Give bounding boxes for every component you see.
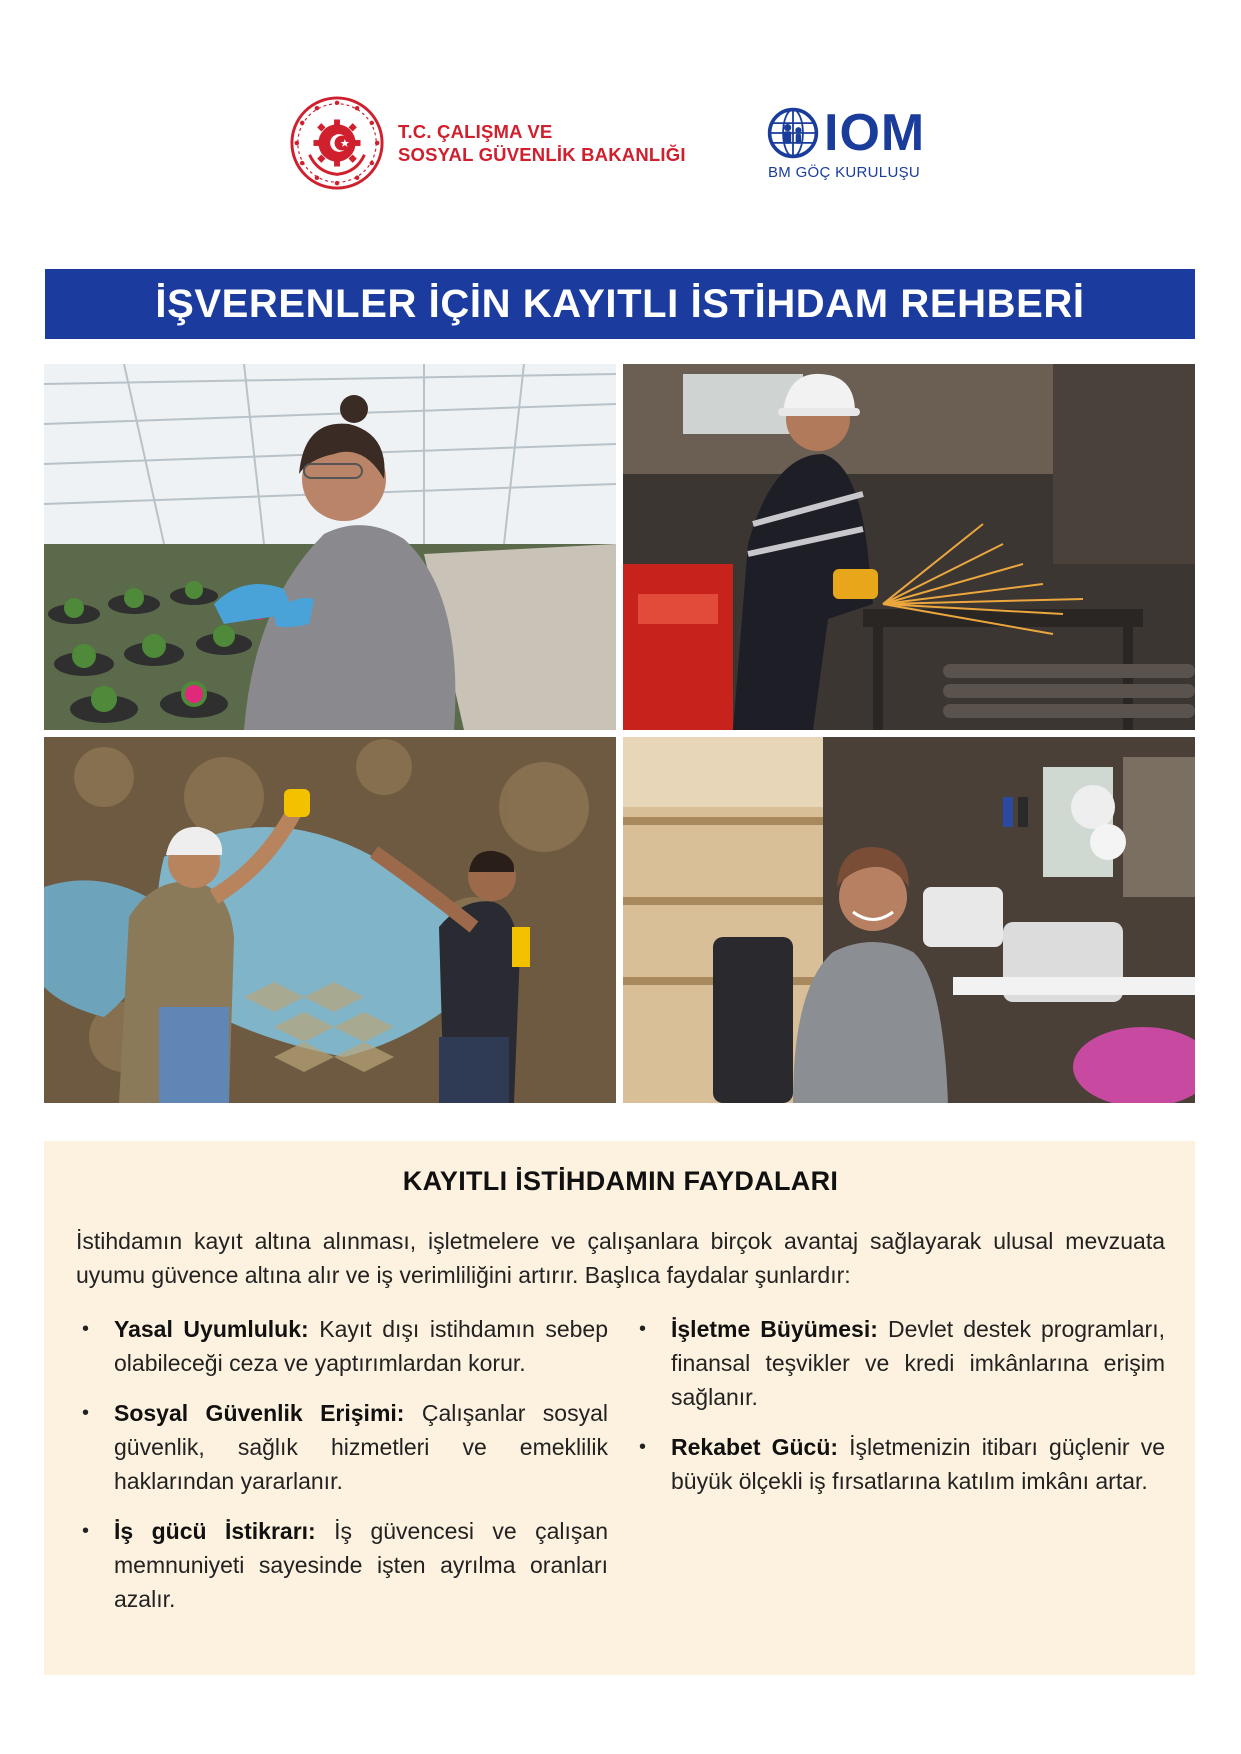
metal-grinding-worker-photo	[623, 364, 1195, 730]
benefits-left-list	[76, 1312, 608, 1616]
benefit-text: Kayıt dışı istihdamın sebep olabileceği ceza ve yaptırımlardan korur.	[114, 1316, 608, 1376]
benefit-text: Devlet destek programları, finansal teşvikler ve kredi imkânlarına erişim sağlanır.	[671, 1316, 1165, 1410]
benefit-item	[633, 1430, 1165, 1498]
benefit-item	[633, 1312, 1165, 1414]
benefit-title: İşletme Büyümesi:	[671, 1316, 878, 1342]
sewing-workshop-photo	[623, 737, 1195, 1103]
benefits-section	[44, 1141, 1195, 1675]
benefit-title: İş gücü İstikrarı:	[114, 1518, 316, 1544]
benefit-title: Rekabet Gücü:	[671, 1434, 839, 1460]
benefit-item	[76, 1514, 608, 1616]
ministry-name-line1: T.C. ÇALIŞMA VE	[398, 121, 553, 142]
page-title: İŞVERENLER İÇİN KAYITLI İSTİHDAM REHBERİ	[155, 281, 1085, 326]
mural-painting-workers-photo	[44, 737, 616, 1103]
iom-logo	[766, 106, 925, 181]
iom-subtitle: BM GÖÇ KURULUŞU	[768, 164, 921, 181]
iom-emblem-icon	[766, 106, 820, 160]
ministry-logo	[288, 94, 686, 192]
benefits-right-list	[633, 1312, 1165, 1498]
benefits-left-column	[76, 1312, 608, 1632]
benefit-item	[76, 1396, 608, 1498]
ministry-name	[398, 120, 686, 166]
ministry-name-line2: SOSYAL GÜVENLİK BAKANLIĞI	[398, 144, 686, 165]
benefit-title: Yasal Uyumluluk:	[114, 1316, 309, 1342]
greenhouse-worker-photo	[44, 364, 616, 730]
header-logos	[0, 92, 1241, 202]
ministry-seal-icon	[288, 94, 386, 192]
benefit-text: İşletmenizin itibarı güçlenir ve büyük ölçekli iş fırsatlarına katılım imkânı artar.	[671, 1434, 1165, 1494]
benefits-heading: KAYITLI İSTİHDAMIN FAYDALARI	[402, 1166, 839, 1196]
benefit-text: İş güvencesi ve çalışan memnuniyeti sayesinde işten ayrılma oranları azalır.	[114, 1518, 609, 1612]
iom-name: IOM	[824, 104, 926, 162]
benefits-columns	[76, 1312, 1165, 1632]
benefit-item	[76, 1312, 608, 1380]
benefits-intro: İstihdamın kayıt altına alınması, işletmelere ve çalışanlara birçok avantaj sağlayarak ulusal mevzuata uyumu güvence altına alır ve iş verimliliğini artırır. Başlıca faydalar şunlardır:	[76, 1228, 1165, 1288]
benefit-title: Sosyal Güvenlik Erişimi:	[114, 1400, 405, 1426]
benefits-right-column	[633, 1312, 1165, 1632]
benefit-text: Çalışanlar sosyal güvenlik, sağlık hizmetleri ve emeklilik haklarından yararlanır.	[114, 1400, 608, 1494]
title-banner	[45, 269, 1195, 339]
